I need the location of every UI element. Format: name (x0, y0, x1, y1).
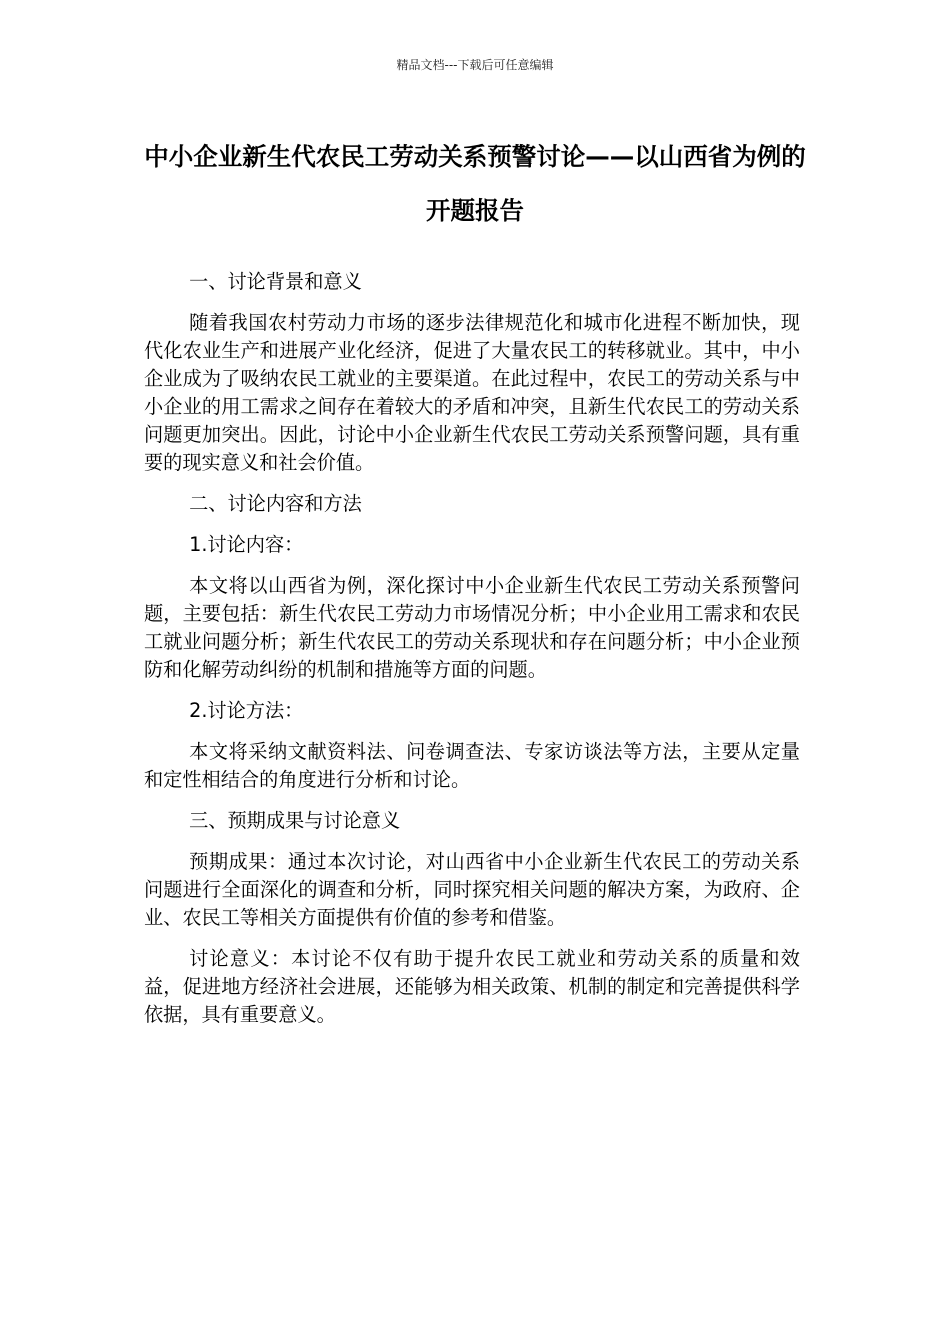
section-heading-background: 一、讨论背景和意义 (189, 270, 362, 293)
paragraph-background: 随着我国农村劳动力市场的逐步法律规范化和城市化进程不断加快，现代化农业生产和进展产业化经济，促进了大量农民工的转移就业。其中，中小企业成为了吸纳农民工就业的主要渠道。在此过程中，农民工的劳动关系与中小企业的用工需求之间存在着较大的矛盾和冲突，且新生代农民工的劳动关系问题更加突出。因此，讨论中小企业新生代农民工劳动关系预警问题，具有重要的现实意义和社会价值。 (144, 311, 800, 474)
paragraph-methods: 本文将采纳文献资料法、问卷调查法、专家访谈法等方法，主要从定量和定性相结合的角度进行分析和讨论。 (144, 740, 800, 791)
document-title: 中小企业新生代农民工劳动关系预警讨论——以山西省为例的开题报告 (144, 142, 806, 225)
subheading-content: 1.讨论内容： (189, 533, 304, 556)
paragraph-expected-results: 预期成果：通过本次讨论，对山西省中小企业新生代农民工的劳动关系问题进行全面深化的调查和分析，同时探究相关问题的解决方案，为政府、企业、农民工等相关方面提供有价值的参考和借鉴。 (144, 850, 800, 929)
paragraph-significance: 讨论意义：本讨论不仅有助于提升农民工就业和劳动关系的质量和效益，促进地方经济社会进展，还能够为相关政策、机制的制定和完善提供科学依据，具有重要意义。 (144, 947, 800, 1026)
section-heading-expected-results: 三、预期成果与讨论意义 (189, 809, 401, 832)
section-heading-content-methods: 二、讨论内容和方法 (189, 492, 362, 515)
document-body (144, 268, 800, 1042)
paragraph-content: 本文将以山西省为例，深化探讨中小企业新生代农民工劳动关系预警问题，主要包括：新生代农民工劳动力市场情况分析；中小企业用工需求和农民工就业问题分析；新生代农民工的劳动关系现状和存在问题分析；中小企业预防和化解劳动纠纷的机制和措施等方面的问题。 (144, 574, 800, 681)
subheading-methods: 2.讨论方法： (189, 699, 304, 722)
page-header-note: 精品文档---下载后可任意编辑 (396, 58, 554, 72)
